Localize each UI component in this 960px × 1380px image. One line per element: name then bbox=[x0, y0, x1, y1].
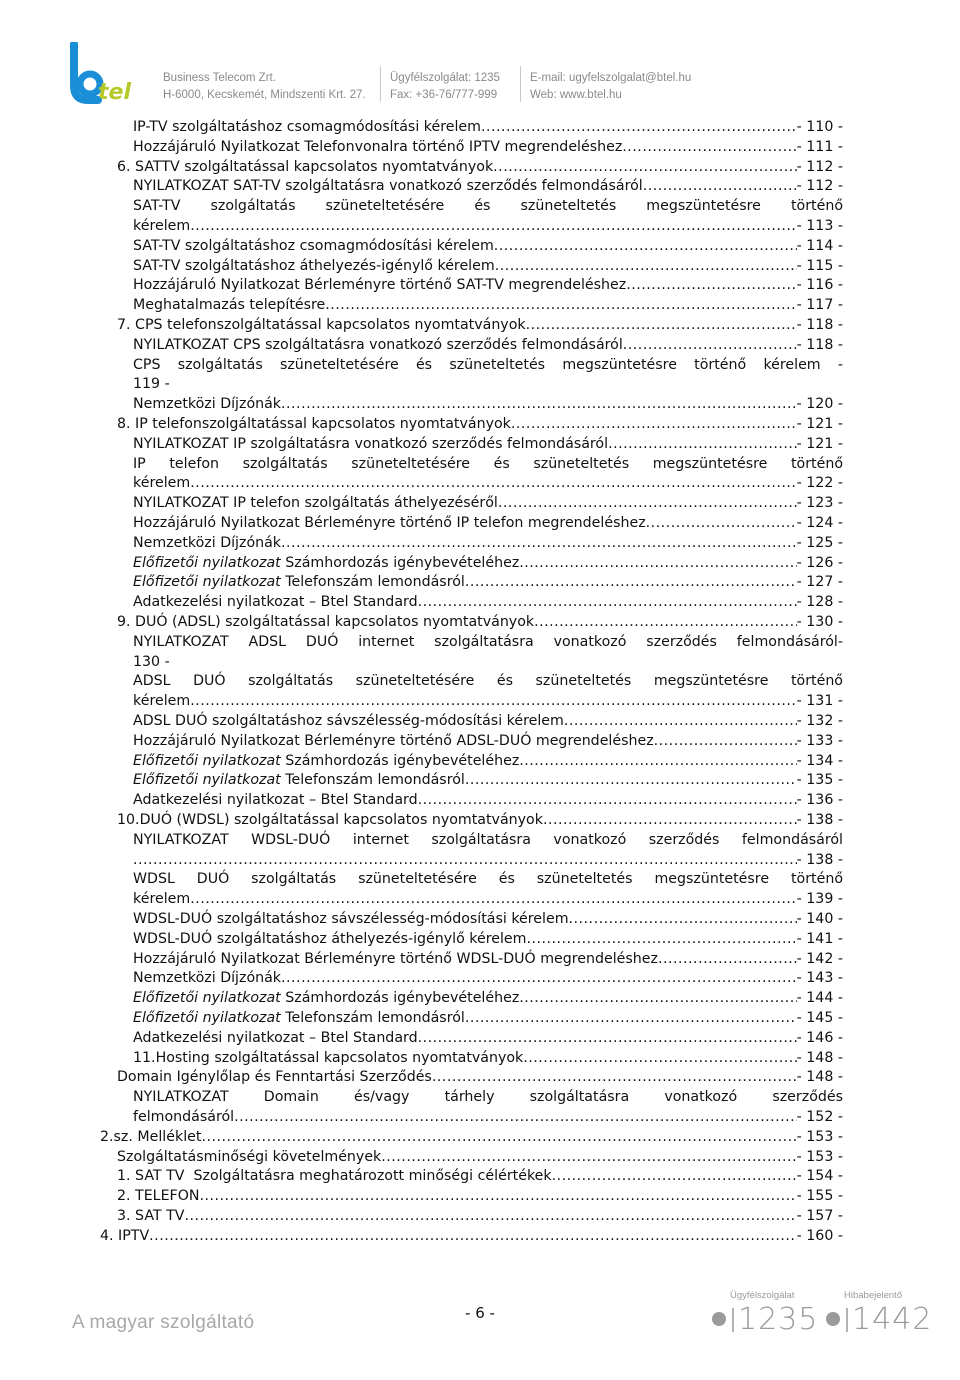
toc-entry-text: ADSL DUÓ szolgáltatás szüneteltetésére és szüneteltetés megszüntetésre történő bbox=[133, 673, 843, 690]
toc-page-number: - 140 - bbox=[796, 911, 843, 927]
svg-text:tel: tel bbox=[98, 80, 131, 104]
toc-page-number: - 155 - bbox=[796, 1188, 843, 1205]
letterhead bbox=[0, 0, 960, 110]
dot-leader bbox=[481, 117, 797, 137]
toc-entry-text: 6. SATTV szolgáltatással kapcsolatos nyomtatványok bbox=[117, 158, 494, 175]
toc-entry-title bbox=[133, 909, 569, 929]
toc-entry-italic: Előfizetői nyilatkozat bbox=[133, 1010, 281, 1026]
dot-leader bbox=[569, 909, 797, 929]
toc-entry[interactable] bbox=[117, 157, 843, 177]
toc-page-number: - 120 - bbox=[796, 396, 843, 413]
fax-number: Fax: +36-76/777-999 bbox=[390, 89, 498, 101]
dot-leader bbox=[281, 533, 797, 553]
toc-entry-title bbox=[117, 157, 493, 177]
toc-entry[interactable] bbox=[133, 355, 843, 375]
fault-number: 1442 bbox=[852, 1302, 933, 1337]
toc-entry-text: NYILATKOZAT IP telefon szolgáltatás áthelyezéséről bbox=[133, 495, 498, 512]
toc-page-number: - 124 - bbox=[796, 515, 843, 531]
dot-leader bbox=[465, 1008, 797, 1028]
toc-entry[interactable] bbox=[133, 652, 843, 672]
toc-entry-text: 9. DUÓ (ADSL) szolgáltatással kapcsolatos nyomtatványok bbox=[117, 614, 535, 630]
dot-leader bbox=[526, 929, 796, 949]
toc-entry-text: 3. SAT TV bbox=[117, 1208, 185, 1224]
dot-leader bbox=[190, 473, 796, 493]
toc-entry-text: WDSL-DUÓ szolgáltatáshoz sávszélesség-módosítási kérelem bbox=[133, 911, 569, 927]
dot-leader bbox=[281, 968, 797, 988]
toc-entry-text: 130 - bbox=[133, 653, 170, 670]
dot-leader bbox=[149, 1226, 796, 1246]
toc-page-number: - 110 - bbox=[796, 119, 843, 135]
company-block bbox=[163, 70, 366, 104]
phone-icon bbox=[712, 1312, 726, 1326]
toc-entry-text: WDSL-DUÓ szolgáltatáshoz áthelyezés-igénylő kérelem bbox=[133, 930, 527, 947]
toc-entry[interactable] bbox=[133, 1008, 843, 1028]
toc-entry-title bbox=[133, 295, 325, 315]
toc-entry[interactable] bbox=[133, 533, 843, 553]
toc-entry-text: 119 - bbox=[133, 376, 170, 393]
toc-entry[interactable] bbox=[133, 671, 843, 691]
toc-page-number: - 153 - bbox=[796, 1128, 843, 1145]
toc-page-number: - 143 - bbox=[796, 970, 843, 987]
service-number: 1235 bbox=[738, 1302, 819, 1337]
toc-entry-title bbox=[133, 711, 564, 731]
toc-entry-title bbox=[133, 1048, 523, 1068]
dot-leader bbox=[493, 157, 796, 177]
dot-leader bbox=[465, 572, 797, 592]
contact-block bbox=[530, 70, 691, 104]
toc-page-number: - 138 - bbox=[796, 812, 843, 828]
toc-entry[interactable] bbox=[133, 236, 843, 256]
toc-entry-text: Számhordozás igénybevételéhez bbox=[280, 554, 520, 571]
toc-entry-text: ADSL DUÓ szolgáltatáshoz sávszélesség-módosítási kérelem bbox=[133, 713, 564, 729]
dot-leader bbox=[646, 513, 797, 533]
dot-leader bbox=[234, 1107, 797, 1127]
toc-entry-title bbox=[133, 533, 281, 553]
dot-leader bbox=[418, 592, 797, 612]
dot-leader bbox=[543, 810, 797, 830]
dot-leader bbox=[654, 731, 797, 751]
number-divider bbox=[846, 1308, 848, 1332]
toc-entry-title bbox=[133, 572, 465, 592]
dot-leader bbox=[526, 315, 797, 335]
fault-label: Hibabejelentő bbox=[844, 1290, 903, 1301]
toc-entry[interactable] bbox=[133, 275, 843, 295]
email-address: E-mail: ugyfelszolgalat@btel.hu bbox=[530, 72, 692, 84]
toc-entry-text: 11.Hosting szolgáltatással kapcsolatos nyomtatványok bbox=[133, 1049, 524, 1066]
toc-entry-title bbox=[133, 473, 190, 493]
toc-entry-text: kérelem bbox=[133, 218, 191, 234]
toc-entry-text: 1. SAT TV Szolgáltatásra meghatározott minőségi célértékek bbox=[117, 1168, 552, 1185]
toc-entry-text: SAT-TV szolgáltatáshoz csomagmódosítási kérelem bbox=[133, 237, 494, 254]
toc-entry[interactable] bbox=[133, 295, 843, 315]
toc-entry-title bbox=[133, 335, 623, 355]
toc-entry[interactable] bbox=[133, 632, 843, 652]
toc-page-number: - 142 - bbox=[796, 950, 843, 967]
dot-leader bbox=[133, 850, 797, 870]
toc-page-number: - 121 - bbox=[796, 435, 843, 452]
dot-leader bbox=[494, 236, 797, 256]
toc-entry[interactable] bbox=[133, 751, 843, 771]
toc-entry-title bbox=[100, 1226, 149, 1246]
toc-entry-text: Szolgáltatásminőségi követelmények bbox=[117, 1148, 382, 1165]
toc-page-number: - 121 - bbox=[796, 416, 843, 432]
toc-page-number: - 141 - bbox=[796, 930, 843, 947]
toc-entry-title bbox=[117, 1147, 381, 1167]
dot-leader bbox=[658, 949, 797, 969]
toc-entry-title bbox=[133, 1028, 418, 1048]
header-divider bbox=[520, 66, 521, 102]
toc-entry-text: NYILATKOZAT SAT-TV szolgáltatásra vonatkozó szerződés felmondásáról bbox=[133, 178, 643, 195]
toc-entry-title bbox=[133, 691, 190, 711]
toc-entry-title bbox=[133, 1008, 465, 1028]
toc-entry[interactable] bbox=[133, 374, 843, 394]
toc-entry-text: 2. TELEFON bbox=[117, 1188, 200, 1205]
dot-leader bbox=[184, 1206, 796, 1226]
toc-entry-title bbox=[117, 1206, 184, 1226]
dot-leader bbox=[643, 176, 797, 196]
service-label: Ügyfélszolgálat bbox=[730, 1290, 795, 1301]
dot-leader bbox=[432, 1067, 797, 1087]
toc-entry[interactable] bbox=[133, 869, 843, 889]
toc-entry-text: 7. CPS telefonszolgáltatással kapcsolatos nyomtatványok bbox=[117, 317, 526, 333]
toc-page-number: - 130 - bbox=[796, 614, 843, 630]
dot-leader bbox=[552, 1166, 797, 1186]
toc-entry[interactable] bbox=[133, 1048, 843, 1068]
toc-page-number: - 138 - bbox=[796, 851, 843, 868]
toc-entry[interactable] bbox=[117, 1067, 843, 1087]
dot-leader bbox=[325, 295, 796, 315]
toc-entry[interactable] bbox=[133, 553, 843, 573]
toc-entry[interactable] bbox=[133, 850, 843, 870]
toc-entry-text: Nemzetközi Díjzónák bbox=[133, 534, 282, 551]
dot-leader bbox=[622, 137, 796, 157]
toc-entry-text: Adatkezelési nyilatkozat – Btel Standard bbox=[133, 594, 418, 611]
toc-entry[interactable] bbox=[133, 770, 843, 790]
toc-page-number: - 125 - bbox=[796, 534, 843, 551]
dot-leader bbox=[534, 612, 797, 632]
toc-entry-title bbox=[133, 949, 658, 969]
toc-page-number: - 122 - bbox=[796, 475, 843, 492]
toc-entry-text: CPS szolgáltatás szüneteltetésére és szüneteltetés megszüntetésre történő kérelem - bbox=[133, 356, 843, 373]
toc-page-number: - 128 - bbox=[796, 594, 843, 611]
toc-page-number: - 139 - bbox=[796, 891, 843, 908]
toc-entry[interactable] bbox=[133, 176, 843, 196]
toc-entry-title bbox=[117, 315, 526, 335]
toc-entry-title bbox=[133, 731, 654, 751]
toc-entry[interactable] bbox=[100, 1226, 843, 1246]
toc-entry[interactable] bbox=[133, 196, 843, 216]
toc-entry[interactable] bbox=[117, 810, 843, 830]
toc-page-number: - 111 - bbox=[796, 138, 843, 155]
toc-entry[interactable] bbox=[117, 1147, 843, 1167]
toc-entry-text: 2.sz. Melléklet bbox=[100, 1128, 202, 1145]
toc-entry[interactable] bbox=[133, 909, 843, 929]
toc-entry[interactable] bbox=[133, 434, 843, 454]
footer-tagline: A magyar szolgáltató bbox=[72, 1312, 255, 1333]
toc-entry[interactable] bbox=[133, 790, 843, 810]
toc-entry-text: IP telefon szolgáltatás szüneteltetésére és szüneteltetés megszüntetésre történő bbox=[133, 455, 843, 472]
btel-logo bbox=[68, 42, 146, 104]
toc-entry-title bbox=[100, 1127, 201, 1147]
toc-entry-title bbox=[133, 256, 495, 276]
toc-entry-title bbox=[133, 968, 281, 988]
toc-entry-text: kérelem bbox=[133, 475, 191, 492]
service-block bbox=[390, 70, 500, 104]
dot-leader bbox=[201, 1127, 796, 1147]
toc-entry-text: NYILATKOZAT IP szolgáltatásra vonatkozó szerződés felmondásáról bbox=[133, 435, 609, 452]
toc-page-number: - 127 - bbox=[796, 574, 843, 591]
toc-entry-text: 8. IP telefonszolgáltatással kapcsolatos nyomtatványok bbox=[117, 416, 511, 432]
toc-entry[interactable] bbox=[133, 929, 843, 949]
toc-entry-title bbox=[133, 216, 190, 236]
dot-leader bbox=[381, 1147, 796, 1167]
website: Web: www.btel.hu bbox=[530, 89, 622, 101]
toc-entry-text: NYILATKOZAT WDSL-DUÓ internet szolgáltatásra vonatkozó szerződés felmondásáról bbox=[133, 831, 843, 848]
toc-page-number: - 144 - bbox=[796, 990, 843, 1007]
toc-entry-title bbox=[133, 790, 418, 810]
toc-entry-text: Hozzájáruló Nyilatkozat Bérleményre történő WDSL-DUÓ megrendeléshez bbox=[133, 950, 658, 967]
toc-entry-italic: Előfizetői nyilatkozat bbox=[133, 752, 281, 769]
toc-page-number: - 152 - bbox=[796, 1109, 843, 1125]
toc-page-number: - 133 - bbox=[796, 732, 843, 749]
toc-entry-text: NYILATKOZAT ADSL DUÓ internet szolgáltatásra vonatkozó szerződés felmondásáról- bbox=[133, 633, 843, 650]
toc-page-number: - 132 - bbox=[796, 713, 843, 729]
toc-entry[interactable] bbox=[133, 988, 843, 1008]
dot-leader bbox=[190, 889, 796, 909]
toc-page-number: - 134 - bbox=[796, 752, 843, 769]
toc-entry[interactable] bbox=[133, 830, 843, 850]
toc-entry-title bbox=[133, 275, 626, 295]
dot-leader bbox=[519, 988, 796, 1008]
toc-page-number: - 115 - bbox=[796, 257, 843, 274]
toc-page-number: - 148 - bbox=[796, 1049, 843, 1066]
page-number: - 6 - bbox=[465, 1304, 495, 1322]
toc-entry-italic: Előfizetői nyilatkozat bbox=[133, 574, 281, 591]
toc-page-number: - 112 - bbox=[796, 158, 843, 175]
toc-page-number: - 131 - bbox=[796, 693, 843, 710]
toc-entry[interactable] bbox=[117, 612, 843, 632]
dot-leader bbox=[418, 1028, 797, 1048]
toc-entry-text: Telefonszám lemondásról bbox=[280, 1010, 465, 1026]
toc-page-number: - 153 - bbox=[796, 1148, 843, 1165]
toc-entry-text: Hozzájáruló Nyilatkozat Bérleményre történő SAT-TV megrendeléshez bbox=[133, 277, 627, 294]
toc-entry[interactable] bbox=[133, 454, 843, 474]
toc-entry[interactable] bbox=[133, 691, 843, 711]
toc-entry-text: Hozzájáruló Nyilatkozat Telefonvonalra történő IPTV megrendeléshez bbox=[133, 138, 623, 155]
toc-entry-text: Hozzájáruló Nyilatkozat Bérleményre történő ADSL-DUÓ megrendeléshez bbox=[133, 732, 654, 749]
toc-page-number: - 146 - bbox=[796, 1029, 843, 1046]
toc-entry-title bbox=[117, 810, 543, 830]
toc-entry-title bbox=[133, 770, 465, 790]
service-phone: Ügyfélszolgálat: 1235 bbox=[390, 72, 500, 84]
toc-entry-text: Telefonszám lemondásról bbox=[280, 574, 465, 591]
toc-entry[interactable] bbox=[133, 473, 843, 493]
toc-entry-title bbox=[133, 1107, 234, 1127]
toc-entry-italic: Előfizetői nyilatkozat bbox=[133, 772, 281, 789]
toc-entry-title bbox=[133, 513, 646, 533]
toc-entry[interactable] bbox=[133, 592, 843, 612]
toc-entry[interactable] bbox=[133, 216, 843, 236]
dot-leader bbox=[281, 394, 797, 414]
toc-entry[interactable] bbox=[133, 493, 843, 513]
toc-entry[interactable] bbox=[133, 889, 843, 909]
toc-entry-text: Telefonszám lemondásról bbox=[280, 772, 465, 789]
toc-entry[interactable] bbox=[117, 414, 843, 434]
dot-leader bbox=[418, 790, 797, 810]
toc-entry[interactable] bbox=[133, 335, 843, 355]
dot-leader bbox=[623, 335, 797, 355]
toc-entry-title bbox=[117, 1166, 552, 1186]
toc-entry[interactable] bbox=[133, 1107, 843, 1127]
toc-entry-title bbox=[133, 434, 608, 454]
toc-page-number: - 118 - bbox=[796, 336, 843, 353]
toc-entry-text: kérelem bbox=[133, 693, 191, 710]
toc-entry-text: 4. IPTV bbox=[100, 1227, 150, 1244]
toc-page-number: - 136 - bbox=[796, 792, 843, 809]
toc-entry[interactable] bbox=[133, 117, 843, 137]
toc-page-number: - 126 - bbox=[796, 554, 843, 571]
dot-leader bbox=[519, 751, 796, 771]
toc-entry[interactable] bbox=[133, 572, 843, 592]
dot-leader bbox=[465, 770, 797, 790]
dot-leader bbox=[200, 1186, 797, 1206]
toc-entry-text: Adatkezelési nyilatkozat – Btel Standard bbox=[133, 792, 418, 809]
toc-page-number: - 154 - bbox=[796, 1168, 843, 1185]
toc-entry-title bbox=[133, 889, 190, 909]
toc-entry-italic: Előfizetői nyilatkozat bbox=[133, 554, 281, 571]
toc-page-number: - 118 - bbox=[796, 317, 843, 333]
toc-entry-title bbox=[133, 236, 494, 256]
toc-entry[interactable] bbox=[133, 711, 843, 731]
toc-entry-text: kérelem bbox=[133, 891, 191, 908]
toc-entry-text: 10.DUÓ (WDSL) szolgáltatással kapcsolatos nyomtatványok bbox=[117, 812, 543, 828]
toc-entry[interactable] bbox=[133, 256, 843, 276]
toc-entry-title bbox=[133, 929, 526, 949]
company-name: Business Telecom Zrt. bbox=[163, 72, 276, 84]
alert-icon bbox=[826, 1312, 840, 1326]
dot-leader bbox=[519, 553, 796, 573]
toc-entry-text: Számhordozás igénybevételéhez bbox=[280, 752, 520, 769]
toc-entry-title bbox=[133, 592, 418, 612]
toc-entry[interactable] bbox=[117, 1206, 843, 1226]
toc-entry[interactable] bbox=[133, 513, 843, 533]
dot-leader bbox=[511, 414, 797, 434]
toc-entry-text: Meghatalmazás telepítésre bbox=[133, 297, 326, 314]
toc-entry-text: NYILATKOZAT CPS szolgáltatásra vonatkozó szerződés felmondásáról bbox=[133, 336, 623, 353]
toc-entry[interactable] bbox=[133, 731, 843, 751]
toc-page-number: - 113 - bbox=[796, 218, 843, 234]
dot-leader bbox=[190, 691, 796, 711]
toc-entry-text: Nemzetközi Díjzónák bbox=[133, 396, 282, 413]
toc-entry-title bbox=[117, 1186, 200, 1206]
header-divider bbox=[380, 66, 381, 102]
toc-entry-text: IP-TV szolgáltatáshoz csomagmódosítási kérelem bbox=[133, 119, 481, 135]
dot-leader bbox=[564, 711, 797, 731]
toc-page-number: - 135 - bbox=[796, 772, 843, 789]
toc-entry-text: Nemzetközi Díjzónák bbox=[133, 970, 282, 987]
toc-page-number: - 114 - bbox=[796, 237, 843, 254]
dot-leader bbox=[523, 1048, 796, 1068]
toc-entry-title bbox=[117, 612, 534, 632]
toc-entry-title bbox=[117, 1067, 432, 1087]
toc-entry-text: felmondásáról bbox=[133, 1109, 235, 1125]
toc-page-number: - 157 - bbox=[796, 1208, 843, 1224]
toc-entry[interactable] bbox=[100, 1127, 843, 1147]
toc-entry[interactable] bbox=[117, 315, 843, 335]
toc-page-number: - 123 - bbox=[796, 495, 843, 512]
toc-page-number: - 160 - bbox=[796, 1227, 843, 1244]
toc-entry-text: WDSL DUÓ szolgáltatás szüneteltetésére és szüneteltetés megszüntetésre történő bbox=[133, 871, 843, 888]
toc-entry[interactable] bbox=[133, 949, 843, 969]
toc-entry[interactable] bbox=[133, 394, 843, 414]
toc-entry-text: Adatkezelési nyilatkozat – Btel Standard bbox=[133, 1029, 418, 1046]
toc-entry-text: SAT-TV szolgáltatás szüneteltetésére és szüneteltetés megszüntetésre történő bbox=[133, 198, 843, 215]
dot-leader bbox=[498, 493, 797, 513]
dot-leader bbox=[190, 216, 796, 236]
dot-leader bbox=[495, 256, 797, 276]
toc-entry-italic: Előfizetői nyilatkozat bbox=[133, 990, 281, 1007]
toc-entry[interactable] bbox=[133, 137, 843, 157]
toc-entry-title bbox=[133, 176, 643, 196]
toc-entry[interactable] bbox=[133, 968, 843, 988]
toc-entry-text: NYILATKOZAT Domain és/vagy tárhely szolgáltatásra vonatkozó szerződés bbox=[133, 1089, 843, 1106]
toc-entry-title bbox=[117, 414, 511, 434]
toc-entry[interactable] bbox=[133, 1087, 843, 1107]
number-divider bbox=[732, 1308, 734, 1332]
toc-entry-title bbox=[133, 988, 519, 1008]
company-address: H-6000, Kecskemét, Mindszenti Krt. 27. bbox=[163, 89, 366, 101]
toc-entry[interactable] bbox=[117, 1186, 843, 1206]
toc-entry[interactable] bbox=[133, 1028, 843, 1048]
toc-entry-text: Számhordozás igénybevételéhez bbox=[280, 990, 520, 1007]
toc-entry-text: SAT-TV szolgáltatáshoz áthelyezés-igénylő kérelem bbox=[133, 257, 495, 274]
toc-page-number: - 117 - bbox=[796, 297, 843, 314]
toc-entry-title bbox=[133, 117, 481, 137]
toc-entry-text: Domain Igénylőlap és Fenntartási Szerződés bbox=[117, 1069, 432, 1086]
toc-page-number: - 145 - bbox=[796, 1010, 843, 1026]
toc-page-number: - 112 - bbox=[796, 178, 843, 195]
toc-entry-text: Hozzájáruló Nyilatkozat Bérleményre történő IP telefon megrendeléshez bbox=[133, 515, 646, 531]
toc-entry[interactable] bbox=[117, 1166, 843, 1186]
toc-page-number: - 116 - bbox=[796, 277, 843, 294]
toc-entry-title bbox=[133, 553, 519, 573]
dot-leader bbox=[608, 434, 797, 454]
dot-leader bbox=[626, 275, 796, 295]
toc-entry-title bbox=[133, 751, 519, 771]
toc-page-number: - 148 - bbox=[796, 1069, 843, 1086]
toc-entry-title bbox=[133, 137, 622, 157]
toc-entry-title bbox=[133, 394, 281, 414]
toc-entry-title bbox=[133, 493, 498, 513]
